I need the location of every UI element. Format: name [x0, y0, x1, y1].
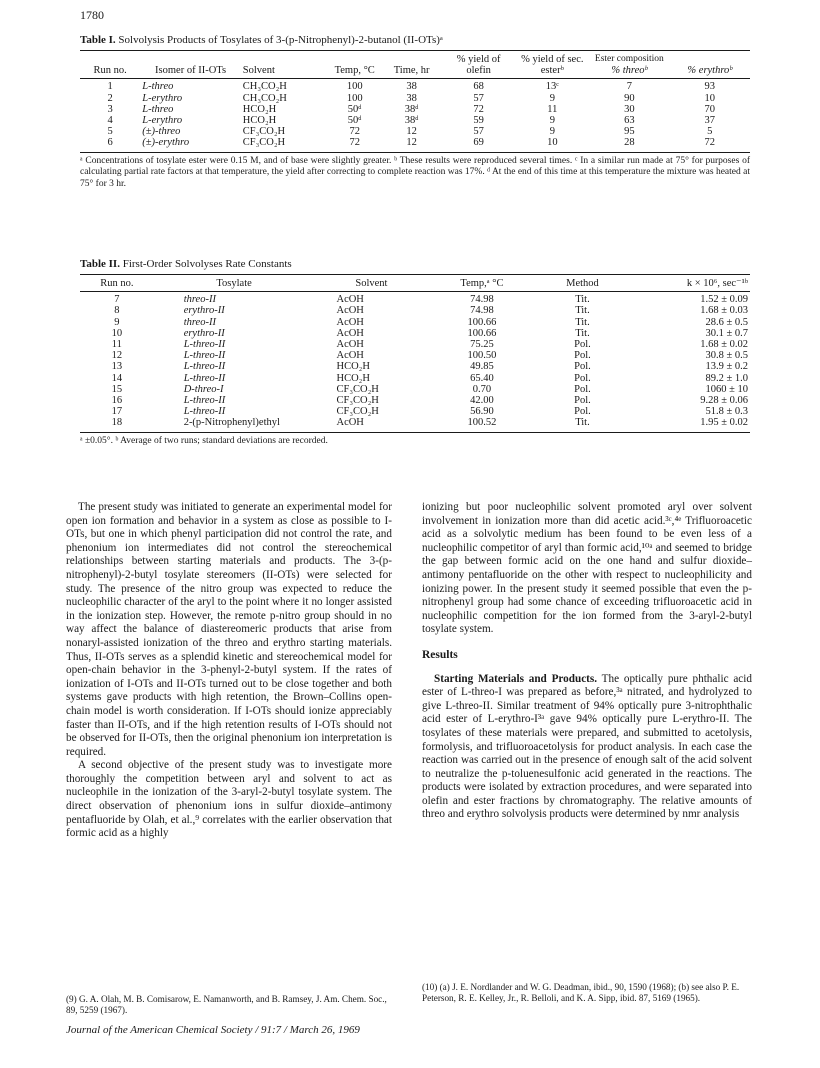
body-column-right: [422, 501, 752, 822]
table-cell: D-threo-I: [183, 383, 224, 395]
table-row: [80, 373, 750, 384]
table-cell: AcOH: [314, 417, 428, 432]
table-cell: AcOH: [336, 305, 364, 317]
table-cell: 100: [346, 92, 363, 104]
table-1-grid: [80, 50, 750, 153]
column-header: Run no.: [80, 51, 140, 79]
table-cell: 10: [515, 137, 589, 152]
reference-list-right: [422, 982, 752, 1004]
table-cell: L-threo: [142, 81, 174, 93]
table-cell: 1060 ± 10: [705, 383, 748, 395]
column-header: Time, hr: [381, 51, 441, 79]
table-cell: 12: [381, 137, 441, 152]
table-cell: 30.1 ± 0.7: [705, 327, 748, 339]
table-row: [80, 384, 750, 395]
table-cell: 51.8 ± 0.3: [705, 406, 748, 418]
table-cell: 11: [111, 339, 122, 351]
table-cell: 13.9 ± 0.2: [705, 361, 748, 373]
table-cell: AcOH: [336, 327, 364, 339]
table-row: [80, 292, 750, 306]
table-cell: Tit.: [575, 294, 590, 306]
table-cell: 16: [111, 395, 123, 407]
table-cell: 2-(p-Nitrophenyl)ethyl: [154, 417, 315, 432]
table-cell: Tit.: [575, 316, 590, 328]
table-cell: 30: [624, 103, 635, 115]
table-row: [80, 361, 750, 372]
table-cell: 17: [111, 406, 123, 418]
table-cell: 72: [670, 137, 750, 152]
table-2: [80, 258, 750, 447]
table-cell: L-threo-II: [183, 395, 226, 407]
table-cell: 12: [406, 126, 417, 138]
table-cell: CF₃CO₂H: [241, 137, 328, 152]
table-cell: 1: [107, 81, 113, 93]
table-cell: 38: [406, 81, 417, 93]
table-cell: 30.8 ± 0.5: [705, 350, 748, 362]
table-cell: 70: [704, 103, 716, 115]
table-row: [80, 395, 750, 406]
table-cell: 37: [704, 115, 716, 127]
table-cell: (±)-threo: [142, 126, 181, 138]
table-2-footnote: ᵃ ±0.05°. ᵇ Average of two runs; standard deviations are recorded.: [80, 435, 328, 446]
table-cell: 63: [624, 115, 635, 127]
column-header: [670, 51, 750, 79]
table-row: [80, 406, 750, 417]
table-cell: L-erythro: [142, 92, 183, 104]
table-cell: 7: [114, 294, 120, 306]
table-cell: 75.25: [470, 339, 494, 351]
table-cell: 0.70: [472, 383, 492, 395]
table-row: [80, 104, 750, 115]
table-cell: CF₃CO₂H: [242, 126, 286, 138]
table-cell: L-threo-II: [183, 339, 226, 351]
table-cell: Tit.: [575, 305, 590, 317]
table-cell: 59: [473, 115, 484, 127]
table-cell: HCO₂H: [336, 361, 370, 373]
body-paragraph: A second objective of the present study was to investigate more thoroughly the competition between aryl and solvent to act as nucleophile in the ionization of the 3-aryl-2-butyl tosylate system. The direct observation of phenonium ions in sulfur dioxide–antimony pentafluoride by Olah, et al.,⁹ correlates with the earlier observation that formic acid as a highly: [66, 759, 392, 840]
table-cell: 9.28 ± 0.06: [700, 395, 748, 407]
table-cell: 9: [114, 316, 120, 328]
table-row: [80, 93, 750, 104]
table-cell: 100.66: [467, 316, 497, 328]
table-cell: 38: [406, 92, 417, 104]
column-header: Solvent: [241, 51, 328, 79]
table-cell: 11: [547, 103, 558, 115]
table-cell: HCO₂H: [242, 103, 277, 115]
table-cell: Pol.: [574, 339, 591, 351]
table-cell: 9: [549, 126, 555, 138]
table-cell: 49.85: [470, 361, 494, 373]
table-cell: 2: [107, 92, 113, 104]
table-cell: 56.90: [470, 406, 494, 418]
table-cell: 89.2 ± 1.0: [705, 372, 748, 384]
body-paragraph: The present study was initiated to generate an experimental model for open ion formation and behavior in a system as close as possible to I-OTs, but one in which phenyl participation did not control the rate, and phenonium ion intermediates did not control the stereochemical relationships between starting materials and products. The 3-(p-nitrophenyl)-2-butyl tosylate stereomers (II-OTs) were selected for study. The presence of the nitro group was expected to reduce the nucleophilic character of the aryl to the point where it no longer assisted in the ionization step. However, the remote p-nitro group should in no way affect the balance of diastereomeric products that arise from nonaryl-assisted ionization of the threo and erythro starting materials. Thus, II-OTs serves as a splendid kinetic and stereochemical model for open-chain behavior in the 3-phenyl-2-butyl system. If the rates of ionization of I-OTs and II-OTs turned out to be close together and both systems gave products with high retention, the Brown–Collins open-chain model is worth consideration. If I-OTs should ionize appreciably faster than II-OTs, and if the high retention results of I-OTs should not be observed for II-OTs, then the original phenonium ion interpretation is required.: [66, 501, 392, 758]
column-header: % yield of olefin: [442, 51, 516, 79]
table-cell: erythro-II: [183, 305, 225, 317]
table-cell: CF₃CO₂H: [336, 406, 379, 418]
table-cell: L-threo-II: [183, 406, 226, 418]
table-1-title: Solvolysis Products of Tosylates of 3-(p-Nitrophenyl)-2-butanol (II-OTs)ᵃ: [118, 34, 443, 46]
table-cell: 57: [473, 92, 484, 104]
table-cell: 1.68 ± 0.02: [700, 339, 748, 351]
table-cell: AcOH: [336, 316, 364, 328]
column-subheader: % threoᵇ: [611, 65, 648, 77]
table-cell: 10: [704, 92, 716, 104]
table-cell: 72: [473, 103, 484, 115]
table-cell: CH₃CO₂H: [242, 92, 287, 104]
table-1: [80, 34, 750, 190]
table-cell: 74.98: [470, 294, 494, 306]
table-cell: L-threo-II: [183, 372, 226, 384]
table-cell: 74.98: [470, 305, 494, 317]
table-cell: 5: [707, 126, 713, 138]
table-cell: 57: [473, 126, 484, 138]
table-cell: L-threo-II: [183, 350, 226, 362]
journal-footer: Journal of the American Chemical Society / 91:7 / March 26, 1969: [66, 1024, 360, 1036]
table-cell: 100: [346, 81, 363, 93]
table-cell: 90: [624, 92, 635, 104]
table-cell: 1.52 ± 0.09: [700, 294, 748, 306]
table-cell: CF₃CO₂H: [336, 395, 379, 407]
table-cell: CH₃CO₂H: [242, 81, 287, 93]
table-cell: erythro-II: [183, 327, 225, 339]
column-header: Isomer of II-OTs: [140, 51, 241, 79]
table-cell: Pol.: [574, 406, 591, 418]
table-cell: 4: [107, 115, 113, 127]
column-header: Method: [536, 275, 630, 292]
column-header: Solvent: [314, 275, 428, 292]
table-cell: 13ᶜ: [545, 81, 559, 93]
column-header: Run no.: [80, 275, 154, 292]
table-1-label: Table I.: [80, 34, 116, 46]
table-cell: L-threo: [142, 103, 174, 115]
column-header: Temp, °C: [328, 51, 382, 79]
table-cell: 14: [111, 372, 123, 384]
table-cell: L-erythro: [142, 115, 183, 127]
table-cell: 50ᵈ: [347, 115, 362, 127]
table-cell: 28.6 ± 0.5: [705, 316, 748, 328]
table-cell: 72: [328, 137, 382, 152]
table-row: [80, 126, 750, 137]
table-cell: 15: [111, 383, 123, 395]
table-cell: AcOH: [336, 339, 364, 351]
column-header: Tosylate: [154, 275, 315, 292]
column-group-header: Ester composition: [594, 54, 664, 65]
table-cell: 8: [114, 305, 120, 317]
paragraph-text: The optically pure phthalic acid ester of L-threo-I was prepared as before,³ᵃ nitrated, and hydrolyzed to give L-threo-II. Similar treatment of 94% optically pure 3-nitrophthalic acid ester of L-erythro-I³ᵃ gave 94% optically pure L-erythro-II. The tosylates of these materials were prepared, and submitted to acetolysis, formolysis, and trifluoroacetolysis for product analysis. In each case the reaction was carried out in the presence of enough salt of the acid solvent to neutralize the p-toluenesulfonic acid generated in the reactions. The products were isolated by extraction procedures, and were separated into olefin and ester fractions by chromatography. The relative amounts of threo and erythro solvolysis products were determined by nmr analysis: [422, 672, 752, 821]
column-subheader: % erythroᵇ: [687, 65, 733, 77]
table-cell: (±)-erythro: [140, 137, 241, 152]
table-cell: 72: [349, 126, 360, 138]
table-row: [80, 137, 750, 152]
body-paragraph: [422, 673, 752, 823]
table-cell: 7: [626, 81, 632, 93]
table-row: [80, 350, 750, 361]
table-cell: Pol.: [574, 383, 591, 395]
reference-list-left: [66, 994, 392, 1016]
table-cell: 100.50: [467, 350, 497, 362]
table-2-grid: [80, 274, 750, 433]
table-2-title: First-Order Solvolyses Rate Constants: [122, 258, 292, 270]
table-cell: 10: [111, 327, 123, 339]
table-cell: 69: [442, 137, 516, 152]
body-paragraph: ionizing but poor nucleophilic solvent promoted aryl over solvent involvement in ionization more than did acetic acid.³ᶜ,⁴ᵉ Trifluoroacetic acid as a solvolytic medium has been found to be even less of a nucleophilic competitor of aryl than formic acid,¹⁰ᵃ and seemed to bridge the gap between formic acid on the one hand and sulfur dioxide–antimony pentafluoride on the other with respect to nucleophilicity and ionizing power. In the present study it seemed possible that even the p-nitrophenyl group had some chance of exceeding trifluoroacetic acid in nucleophilic competition for the ion formed from the 3-aryl-2-butyl tosylate system.: [422, 501, 752, 636]
table-1-caption: [80, 34, 750, 46]
table-cell: 28: [589, 137, 669, 152]
table-cell: threo-II: [183, 294, 216, 306]
table-cell: 38ᵈ: [404, 103, 419, 115]
table-cell: AcOH: [336, 350, 364, 362]
reference-item: (9) G. A. Olah, M. B. Comisarow, E. Namanworth, and B. Ramsey, J. Am. Chem. Soc., 89, 5259 (1967).: [66, 994, 387, 1016]
page-number: 1780: [80, 8, 104, 22]
table-cell: HCO₂H: [336, 372, 370, 384]
table-cell: Pol.: [574, 395, 591, 407]
column-header: Temp,ᵃ °C: [428, 275, 535, 292]
table-cell: 3: [107, 103, 113, 115]
table-row: [80, 317, 750, 328]
table-cell: 9: [549, 115, 555, 127]
table-cell: CF₃CO₂H: [336, 383, 379, 395]
table-cell: 18: [80, 417, 154, 432]
column-header: % yield of sec. esterᵇ: [515, 51, 589, 79]
table-cell: 13: [111, 361, 123, 373]
table-2-label: Table II.: [80, 258, 120, 270]
table-cell: threo-II: [183, 316, 216, 328]
reference-item: (10) (a) J. E. Nordlander and W. G. Deadman, ibid., 90, 1590 (1968); (b) see also P. E. Peterson, R. E. Kelley, Jr., R. Belloli, and K. A. Sipp, ibid. 87, 5169 (1965).: [422, 982, 740, 1004]
table-cell: 95: [624, 126, 635, 138]
table-cell: 93: [704, 81, 716, 93]
table-1-footnote: ᵃ Concentrations of tosylate ester were 0.15 M, and of base were slightly greater. ᵇ These results were reproduced several times. ᶜ In a similar run made at 75° for purposes of calculating partial rate factors at that temperature, the yield after correcting to complete reaction was 17%. ᵈ At the end of this time at this temperature the mixture was heated at 75° for 3 hr.: [80, 155, 750, 189]
table-row: [80, 417, 750, 432]
table-cell: 50ᵈ: [347, 103, 362, 115]
table-row: [80, 305, 750, 316]
table-cell: 42.00: [470, 395, 494, 407]
table-cell: Pol.: [574, 350, 591, 362]
table-cell: 12: [111, 350, 123, 362]
column-header: [589, 51, 669, 79]
table-row: [80, 328, 750, 339]
table-2-caption: [80, 258, 750, 270]
table-cell: 6: [80, 137, 140, 152]
table-cell: 65.40: [470, 372, 494, 384]
table-cell: 100.66: [467, 327, 497, 339]
table-cell: Tit.: [575, 327, 590, 339]
column-header: k × 10⁶, sec⁻¹ᵇ: [629, 275, 750, 292]
table-cell: Pol.: [574, 361, 591, 373]
table-row: [80, 79, 750, 93]
table-cell: Tit.: [536, 417, 630, 432]
table-row: [80, 115, 750, 126]
table-row: [80, 339, 750, 350]
table-cell: 9: [549, 92, 555, 104]
body-column-left: [66, 501, 392, 841]
table-cell: 38ᵈ: [404, 115, 419, 127]
table-cell: 5: [107, 126, 113, 138]
table-cell: AcOH: [336, 294, 364, 306]
table-cell: 1.68 ± 0.03: [700, 305, 748, 317]
table-cell: 68: [473, 81, 484, 93]
table-cell: 100.52: [428, 417, 535, 432]
table-cell: HCO₂H: [242, 115, 277, 127]
table-cell: 1.95 ± 0.02: [629, 417, 750, 432]
subsection-heading: Starting Materials and Products.: [434, 672, 598, 685]
table-cell: Pol.: [574, 372, 591, 384]
section-heading-results: Results: [422, 648, 458, 661]
table-cell: L-threo-II: [183, 361, 226, 373]
